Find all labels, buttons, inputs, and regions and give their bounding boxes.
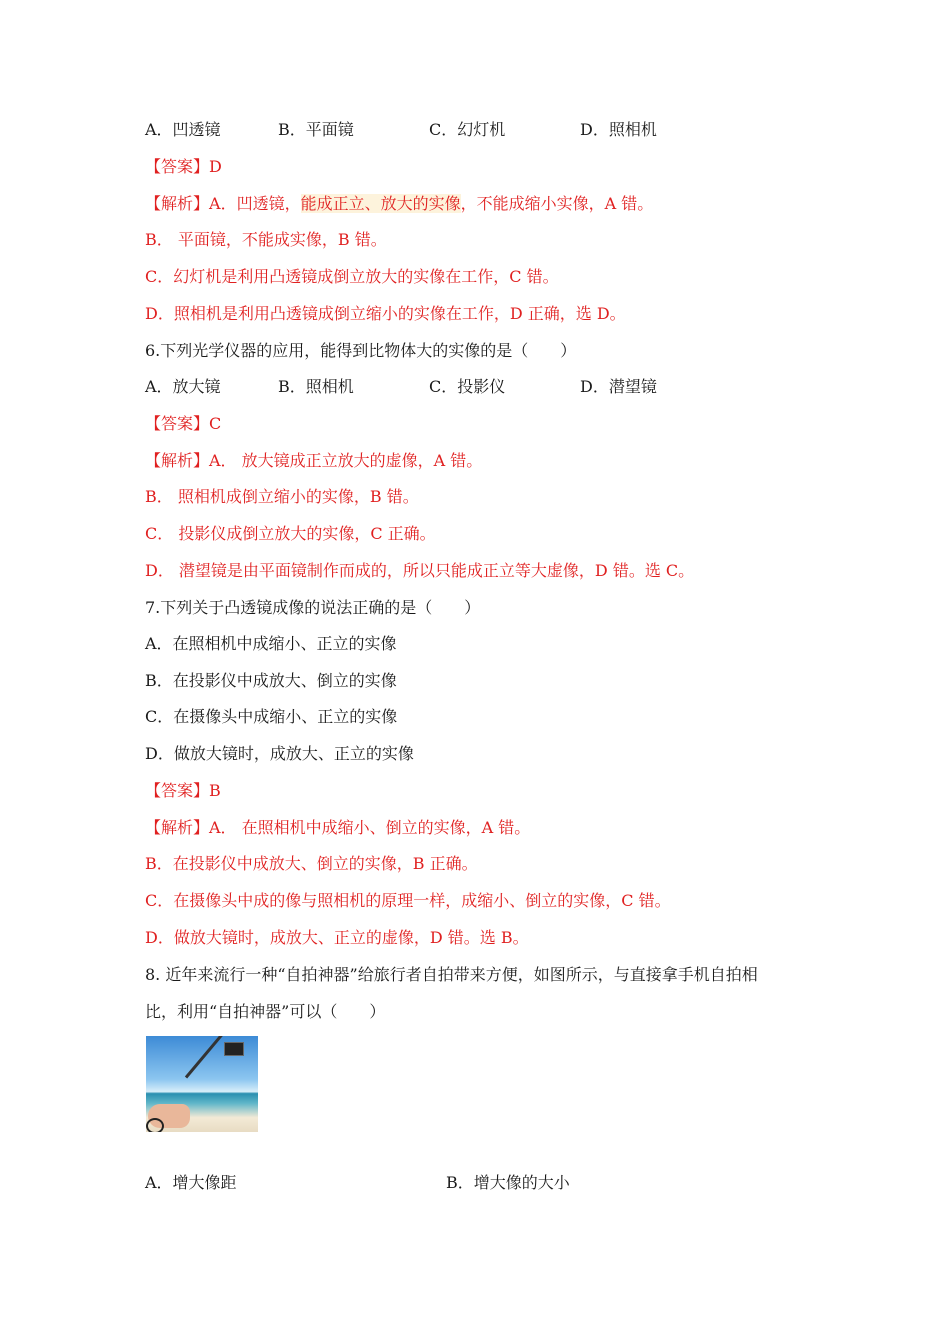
q5-answer: 【答案】D [145,157,222,176]
q6-option-d: D．潜望镜 [580,377,657,396]
wrist-strap [146,1118,164,1132]
q6-analysis-a: 【解析】A． 放大镜成正立放大的虚像，A 错。 [145,451,483,470]
q8-stem-line1: 8. 近年来流行一种“自拍神器”给旅行者自拍带来方便，如图所示，与直接拿手机自拍相 [145,965,758,984]
q5-analysis-c: C．幻灯机是利用凸透镜成倒立放大的实像在工作，C 错。 [145,267,559,286]
q7-option-d: D．做放大镜时，成放大、正立的实像 [145,744,414,763]
q7-analysis-d: D．做放大镜时，成放大、正立的虚像，D 错。选 B。 [145,928,529,947]
q6-analysis-d: D． 潜望镜是由平面镜制作而成的，所以只能成正立等大虚像，D 错。选 C。 [145,561,695,580]
selfie-stick [185,1036,226,1078]
phone-icon [224,1042,244,1056]
q7-option-a: A．在照相机中成缩小、正立的实像 [145,634,397,653]
q8-stem-line2: 比，利用“自拍神器”可以（ ） [145,1002,386,1021]
analysis-tag: 【解析】 [145,194,210,213]
q7-analysis-b: B．在投影仪中成放大、倒立的实像，B 正确。 [145,854,478,873]
analysis-a-pre: A．凹透镜， [209,194,301,213]
q7-analysis-a: 【解析】A． 在照相机中成缩小、倒立的实像，A 错。 [145,818,531,837]
q6-option-a: A．放大镜 [145,377,221,396]
q5-analysis-b: B． 平面镜，不能成实像，B 错。 [145,230,387,249]
q6-option-c: C．投影仪 [429,377,506,396]
q5-option-b: B．平面镜 [278,120,354,139]
q7-option-b: B．在投影仪中成放大、倒立的实像 [145,671,397,690]
q5-analysis-d: D．照相机是利用凸透镜成倒立缩小的实像在工作，D 正确，选 D。 [145,304,626,323]
q8-option-a: A．增大像距 [145,1173,237,1192]
analysis-a-post: ，不能成缩小实像，A 错。 [460,194,654,213]
q7-answer: 【答案】B [145,781,221,800]
q6-analysis-b: B． 照相机成倒立缩小的实像，B 错。 [145,487,419,506]
q5-option-c: C．幻灯机 [429,120,506,139]
q6-option-b: B．照相机 [278,377,354,396]
q7-option-c: C．在摄像头中成缩小、正立的实像 [145,707,398,726]
q6-answer: 【答案】C [145,414,222,433]
q6-analysis-c: C． 投影仪成倒立放大的实像，C 正确。 [145,524,436,543]
q5-option-d: D．照相机 [580,120,657,139]
q5-analysis-a [145,193,653,215]
highlighted-text: 能成正立、放大的实像 [300,194,461,213]
q6-stem: 6.下列光学仪器的应用，能得到比物体大的实像的是（ ） [145,341,577,360]
selfie-stick-photo [146,1036,258,1132]
q7-analysis-c: C．在摄像头中成的像与照相机的原理一样，成缩小、倒立的实像，C 错。 [145,891,671,910]
q5-option-a: A．凹透镜 [145,120,221,139]
q7-stem: 7.下列关于凸透镜成像的说法正确的是（ ） [145,598,481,617]
q8-option-b: B．增大像的大小 [446,1173,570,1192]
